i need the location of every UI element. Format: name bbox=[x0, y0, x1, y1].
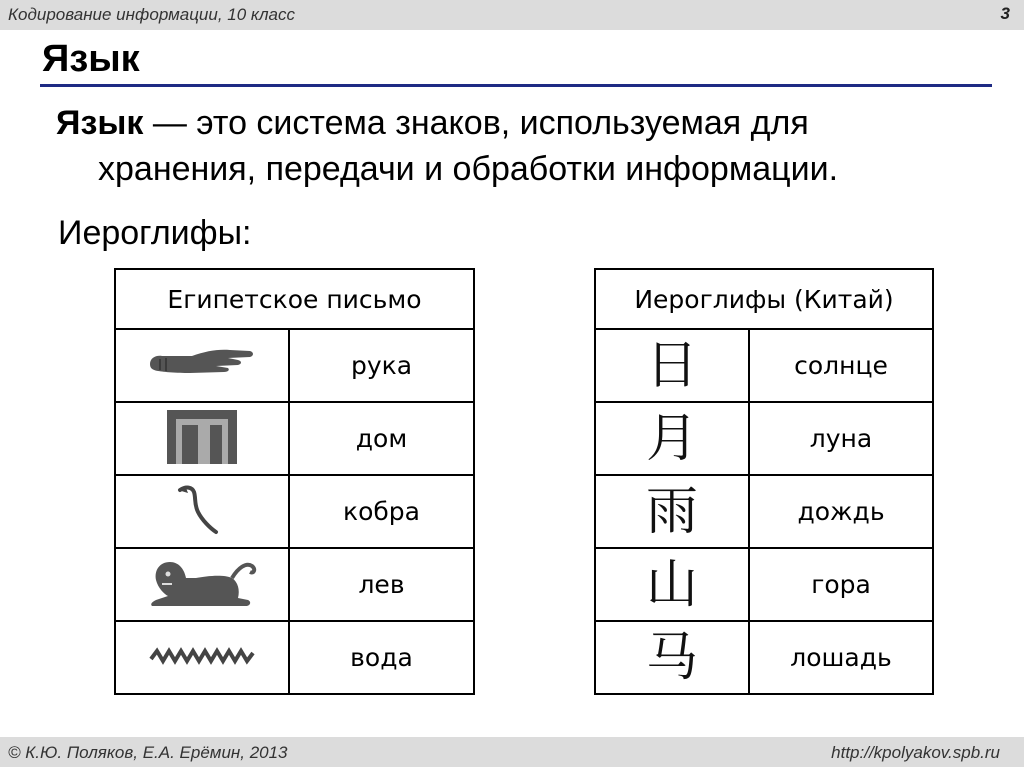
rain-character: 雨 bbox=[595, 475, 749, 548]
moon-character: 月 bbox=[595, 402, 749, 475]
table-row bbox=[595, 621, 933, 694]
table-row bbox=[115, 548, 474, 621]
egyptian-word: кобра bbox=[289, 475, 474, 548]
egyptian-word: дом bbox=[289, 402, 474, 475]
slide-title: Язык bbox=[42, 38, 140, 80]
table-row bbox=[595, 548, 933, 621]
chinese-table-header: Иероглифы (Китай) bbox=[595, 269, 933, 329]
horse-character: 马 bbox=[595, 621, 749, 694]
header-bar bbox=[0, 0, 1024, 30]
footer-bar bbox=[0, 737, 1024, 767]
hand-hieroglyph-icon bbox=[115, 329, 289, 402]
cobra-hieroglyph-icon bbox=[115, 475, 289, 548]
sun-character: 日 bbox=[595, 329, 749, 402]
egyptian-table bbox=[114, 268, 475, 695]
chinese-word: гора bbox=[749, 548, 933, 621]
subheading: Иероглифы: bbox=[58, 214, 252, 252]
chinese-word: солнце bbox=[749, 329, 933, 402]
chinese-word: луна bbox=[749, 402, 933, 475]
definition-text-line1: — это система знаков, используемая для bbox=[143, 104, 809, 142]
title-divider bbox=[40, 84, 992, 87]
table-row bbox=[115, 329, 474, 402]
footer-authors: © К.Ю. Поляков, Е.А. Ерёмин, 2013 bbox=[8, 743, 288, 762]
table-row bbox=[115, 621, 474, 694]
egyptian-word: рука bbox=[289, 329, 474, 402]
course-title: Кодирование информации, 10 класс bbox=[8, 5, 295, 24]
mountain-character: 山 bbox=[595, 548, 749, 621]
table-row bbox=[595, 402, 933, 475]
definition bbox=[56, 100, 986, 192]
footer-url: http://kpolyakov.spb.ru bbox=[831, 743, 1000, 762]
house-hieroglyph-icon bbox=[115, 402, 289, 475]
egyptian-word: лев bbox=[289, 548, 474, 621]
water-hieroglyph-icon bbox=[115, 621, 289, 694]
page-number: 3 bbox=[1000, 4, 1010, 23]
egyptian-table-header: Египетское письмо bbox=[115, 269, 474, 329]
definition-term: Язык bbox=[56, 104, 144, 142]
table-row bbox=[595, 329, 933, 402]
table-row bbox=[115, 475, 474, 548]
chinese-word: дождь bbox=[749, 475, 933, 548]
egyptian-word: вода bbox=[289, 621, 474, 694]
chinese-table bbox=[594, 268, 934, 695]
chinese-word: лошадь bbox=[749, 621, 933, 694]
definition-text-line2: хранения, передачи и обработки информации. bbox=[98, 150, 839, 188]
table-row bbox=[115, 402, 474, 475]
table-row bbox=[595, 475, 933, 548]
lion-hieroglyph-icon bbox=[115, 548, 289, 621]
